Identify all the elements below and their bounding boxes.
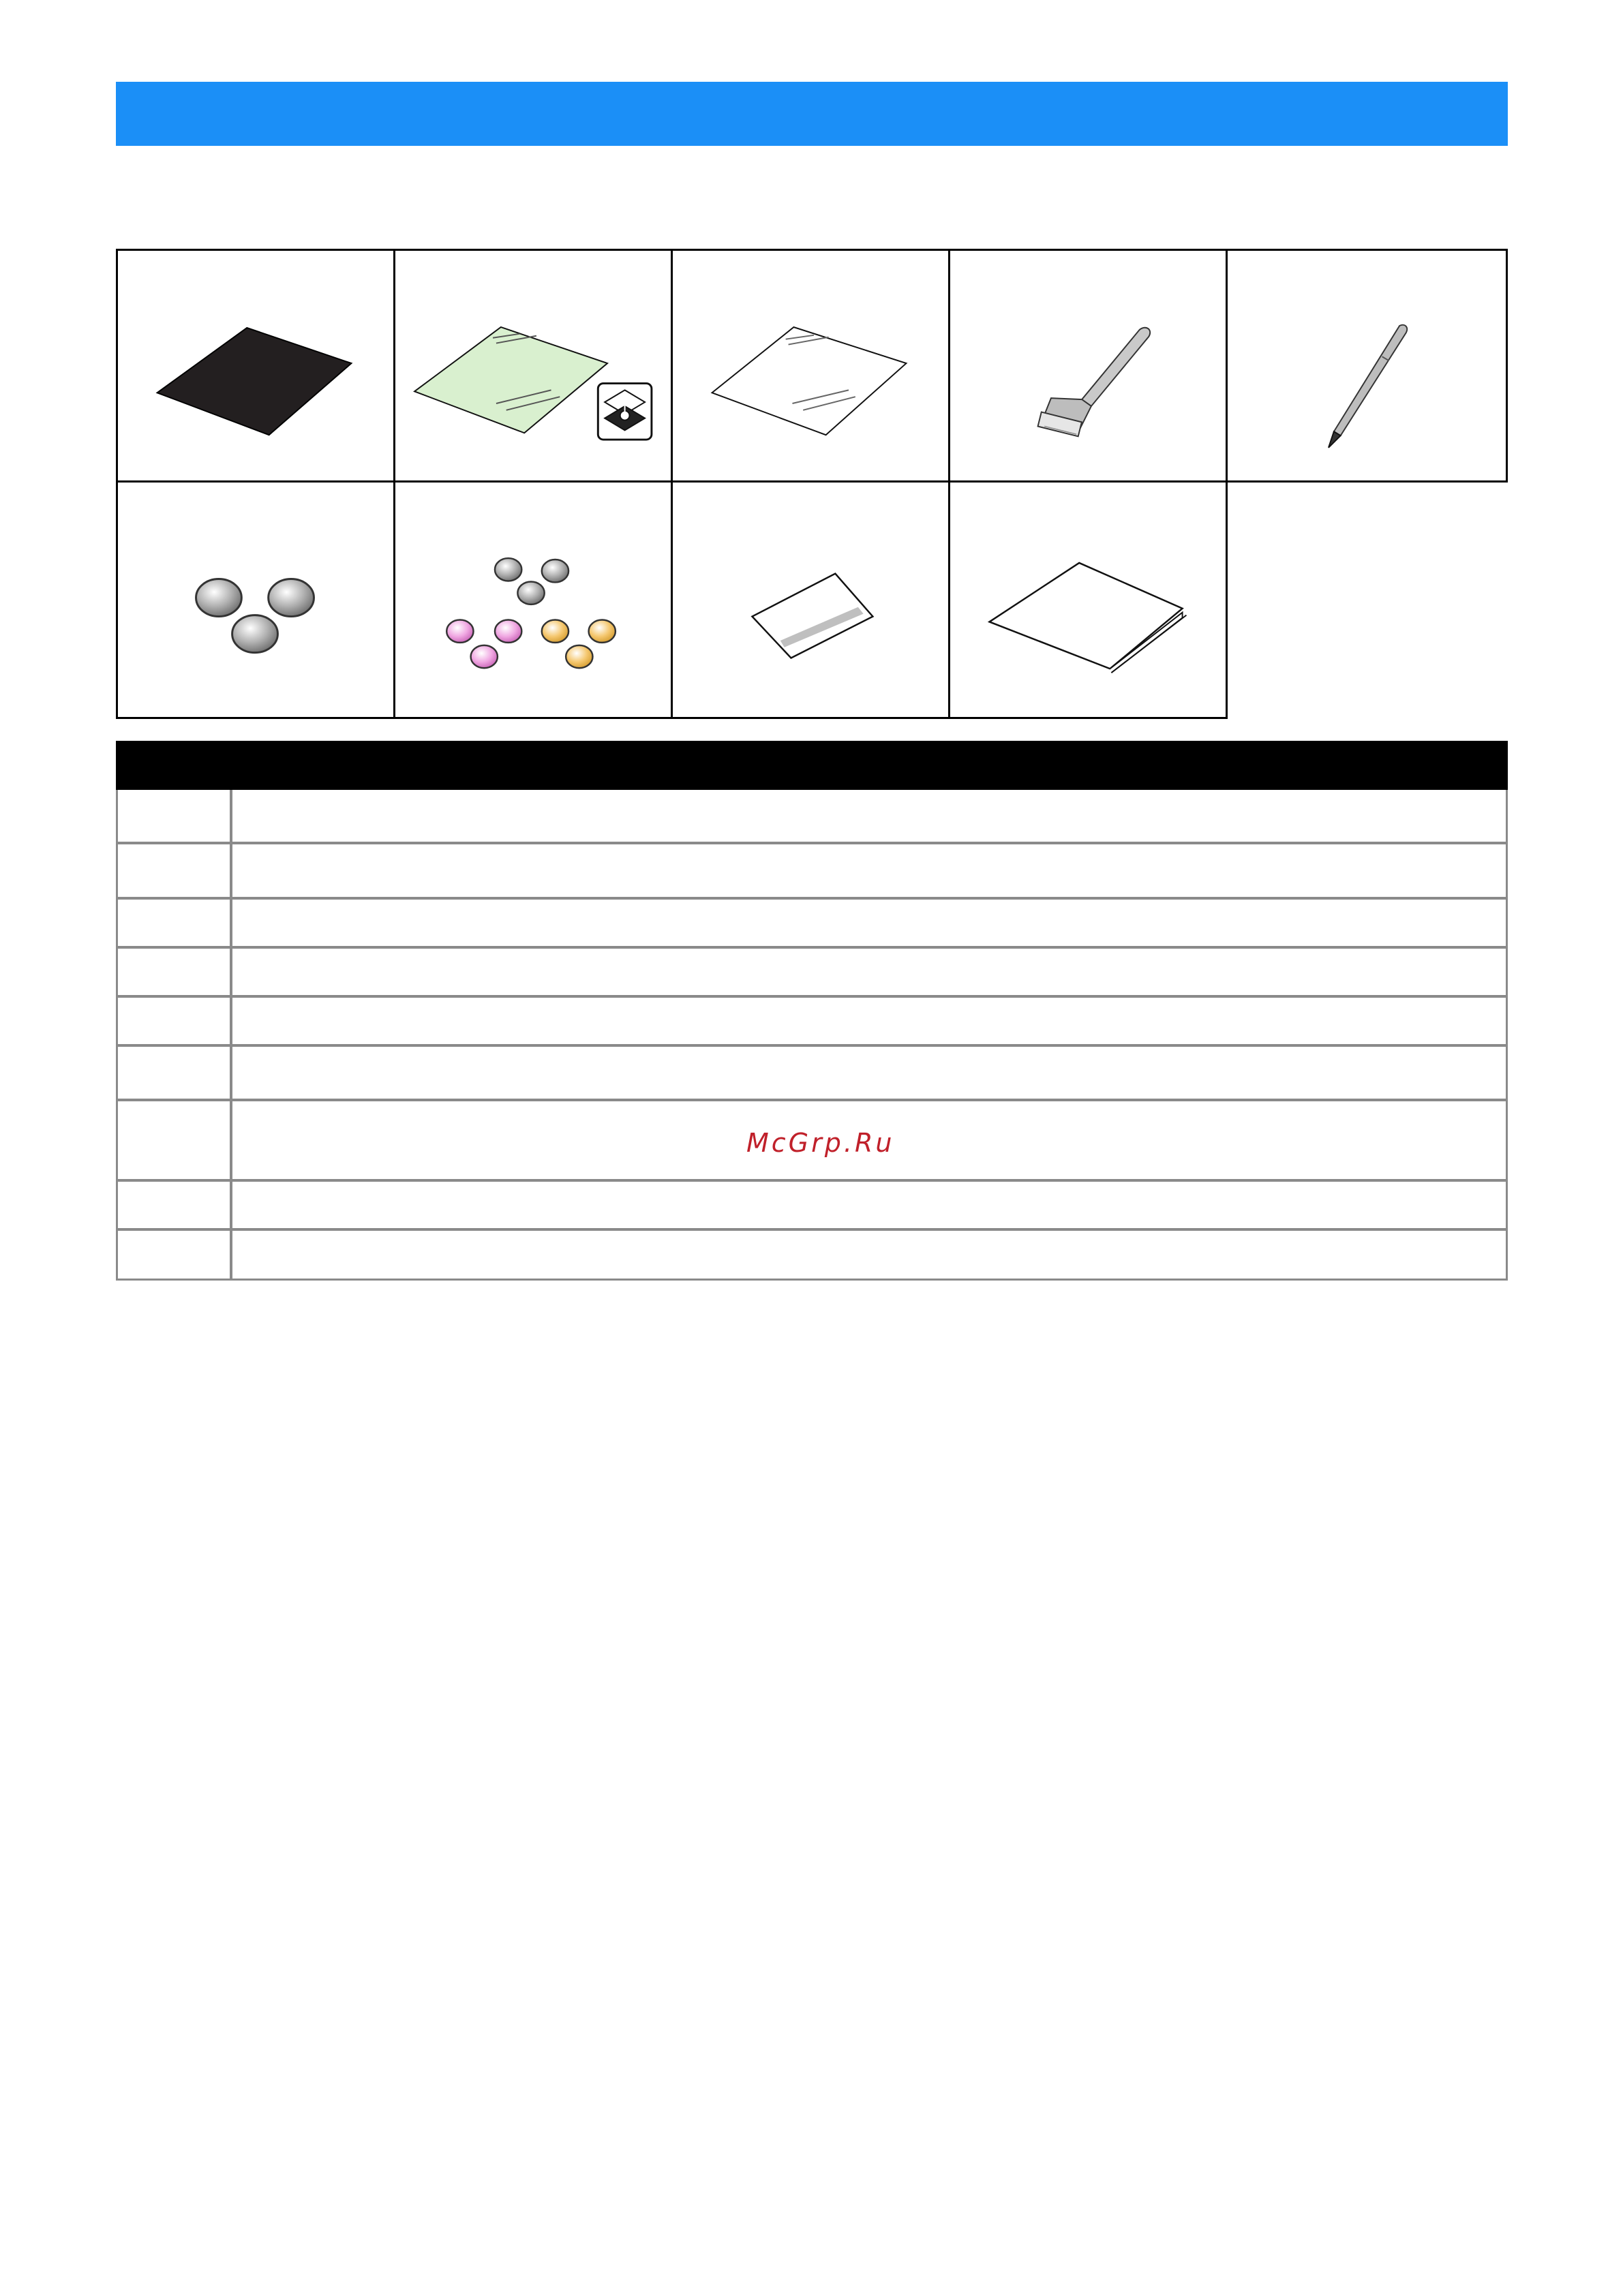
table-cell-no: [118, 949, 232, 995]
table-cell-no: [118, 998, 232, 1044]
section-header-band: [116, 82, 1508, 146]
part-cell-brush: [948, 249, 1228, 483]
folded-sheet-icon: [950, 483, 1226, 717]
table-cell-no: [118, 790, 232, 842]
card-icon: [673, 483, 948, 717]
rhinestones-clear-icon: [118, 483, 393, 717]
part-cell-pen: [1226, 249, 1508, 483]
table-cell-name: [232, 844, 1506, 897]
table-cell-name: [232, 790, 1506, 842]
table-cell-no: [118, 1231, 232, 1279]
part-cell-green-transfer-sheet: [393, 249, 673, 483]
table-row: [118, 844, 1506, 900]
pen-icon: [1228, 251, 1506, 480]
table-row: [118, 1231, 1506, 1279]
black-sheet-icon: [118, 251, 393, 480]
part-cell-card: [671, 480, 950, 719]
brush-icon: [950, 251, 1226, 480]
table-cell-name: [232, 1231, 1506, 1279]
part-cell-black-sheet: [116, 249, 395, 483]
table-row: [118, 1047, 1506, 1101]
table-row: [118, 998, 1506, 1047]
table-row: [118, 1182, 1506, 1231]
table-cell-no: [118, 900, 232, 946]
table-cell-no: [118, 1047, 232, 1099]
table-cell-name: [232, 1182, 1506, 1228]
green-sheet-with-symbol-icon: [395, 251, 671, 480]
part-cell-folded-sheet: [948, 480, 1228, 719]
table-cell-name: [232, 949, 1506, 995]
parts-table-header: [116, 741, 1508, 790]
table-row: [118, 900, 1506, 949]
table-cell-no: [118, 844, 232, 897]
table-cell-name: [232, 900, 1506, 946]
part-cell-rhinestones-clear: [116, 480, 395, 719]
table-row: [118, 949, 1506, 998]
clear-sheet-icon: [673, 251, 948, 480]
part-cell-rhinestones-colored: [393, 480, 673, 719]
table-cell-name: [232, 998, 1506, 1044]
table-cell-no: [118, 1182, 232, 1228]
parts-table: [116, 790, 1508, 1281]
watermark-text[interactable]: McGrp.Ru: [746, 1128, 895, 1158]
part-cell-clear-sheet: [671, 249, 950, 483]
table-cell-name: [232, 1047, 1506, 1099]
table-cell-no: [118, 1101, 232, 1179]
rhinestones-colored-icon: [395, 483, 671, 717]
table-row: [118, 790, 1506, 844]
